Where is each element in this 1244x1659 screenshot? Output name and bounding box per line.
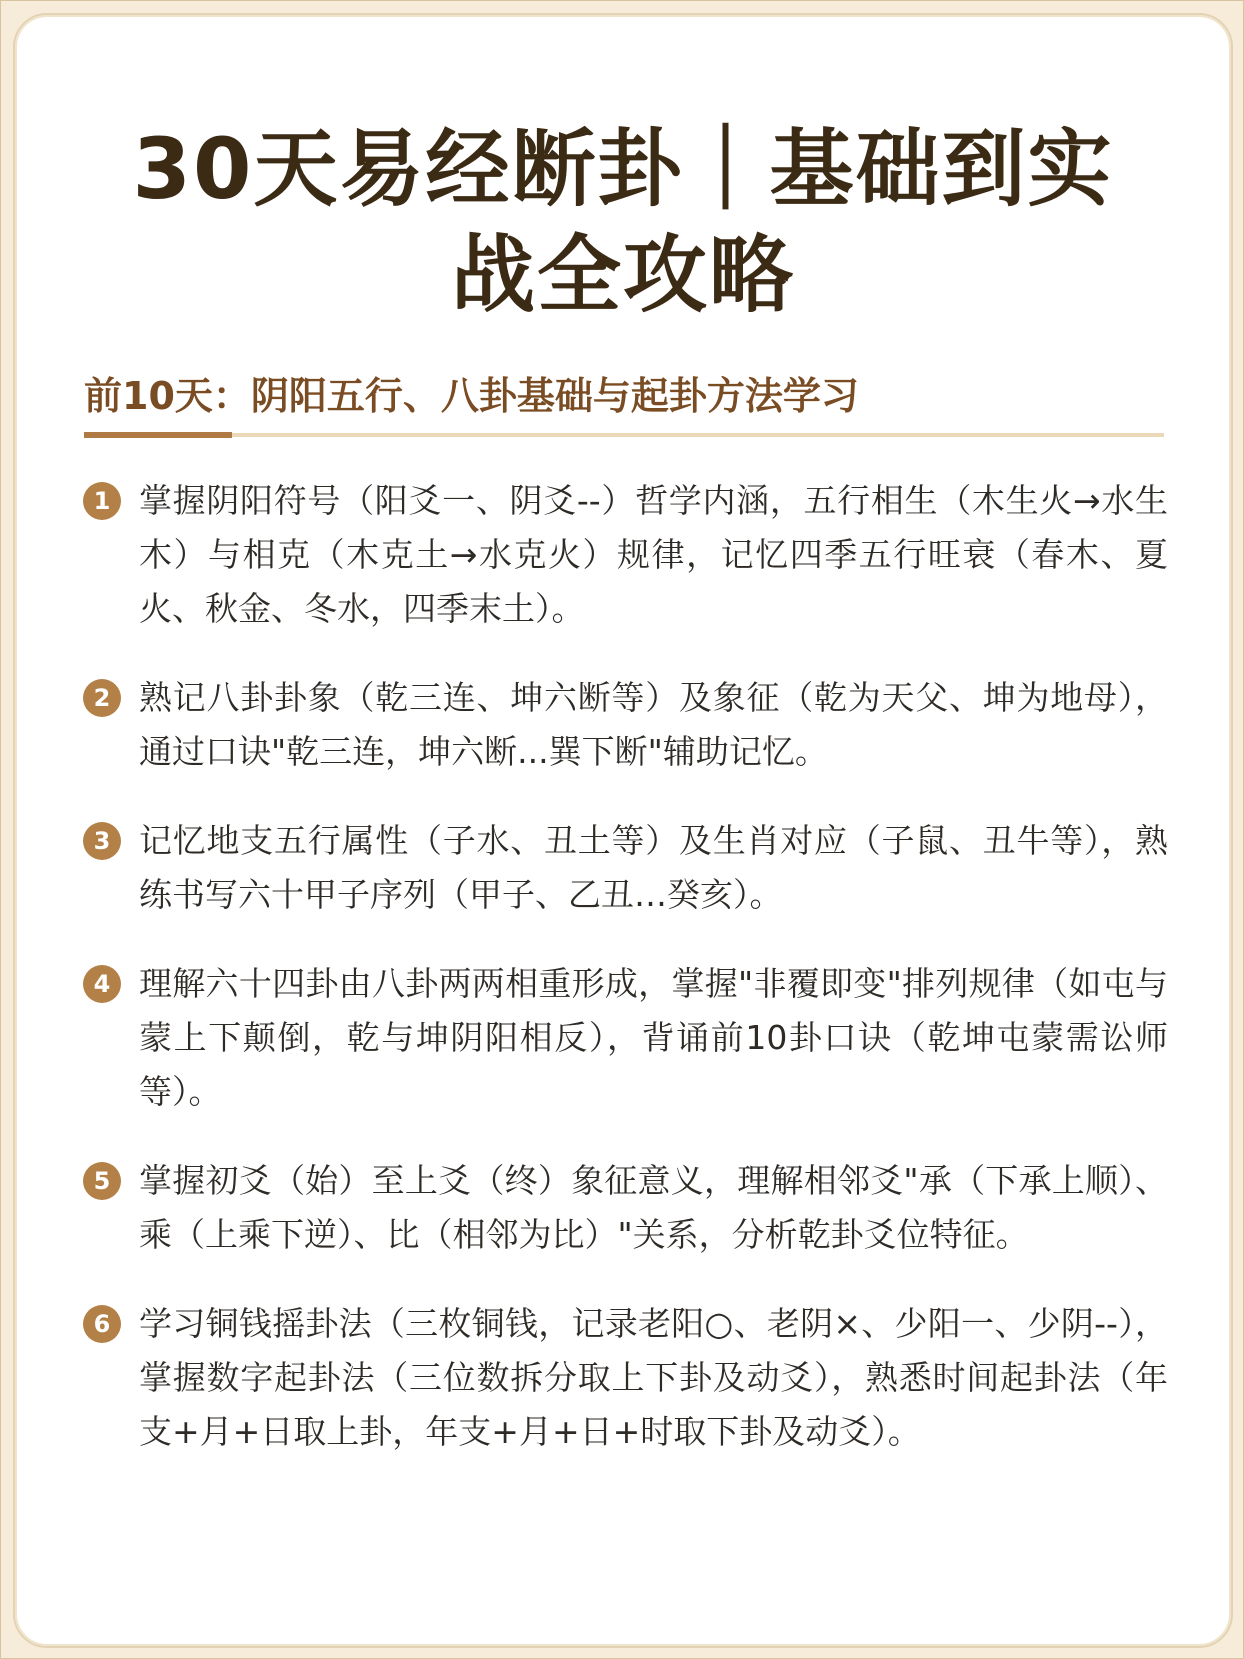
list-item-text: 掌握阴阳符号（阳爻一、阴爻--）哲学内涵，五行相生（木生火→水生木）与相克（木克土→水克火）规律，记忆四季五行旺衰（春木、夏火、秋金、冬水，四季末土）。 [139, 481, 1168, 628]
page-title [61, 116, 1185, 328]
list-item [83, 671, 1168, 779]
list-item-text: 记忆地支五行属性（子水、丑土等）及生肖对应（子鼠、丑牛等），熟练书写六十甲子序列（甲子、乙丑…癸亥）。 [139, 821, 1168, 914]
section-heading: 前10天：阴阳五行、八卦基础与起卦方法学习 [84, 374, 859, 418]
list-item [83, 814, 1168, 922]
list-item-text: 熟记八卦卦象（乾三连、坤六断等）及象征（乾为天父、坤为地母），通过口诀"乾三连，坤六断...巽下断"辅助记忆。 [139, 678, 1168, 771]
list-item [83, 957, 1168, 1119]
page-title-line-1: 30天易经断卦｜基础到实 [132, 120, 1114, 218]
number-badge: 2 [83, 679, 121, 717]
list-item [83, 1297, 1168, 1459]
item-list [83, 474, 1168, 1494]
list-item-text: 掌握初爻（始）至上爻（终）象征意义，理解相邻爻"承（下承上顺）、乘（上乘下逆）、比（相邻为比）"关系，分析乾卦爻位特征。 [139, 1161, 1168, 1254]
list-item-text: 学习铜钱摇卦法（三枚铜钱，记录老阳○、老阴×、少阳一、少阴--），掌握数字起卦法（三位数拆分取上下卦及动爻），熟悉时间起卦法（年支+月+日取上卦，年支+月+日+时取下卦及动爻）。 [139, 1304, 1168, 1451]
section-divider [84, 433, 1164, 437]
page-title-line-2: 战全攻略 [450, 226, 795, 324]
list-item-text: 理解六十四卦由八卦两两相重形成，掌握"非覆即变"排列规律（如屯与蒙上下颠倒，乾与坤阴阳相反），背诵前10卦口诀（乾坤屯蒙需讼师等）。 [139, 964, 1168, 1111]
section-divider-accent [84, 432, 232, 438]
number-badge: 6 [83, 1305, 121, 1343]
number-badge: 5 [83, 1162, 121, 1200]
number-badge: 4 [83, 965, 121, 1003]
number-badge: 1 [83, 482, 121, 520]
number-badge: 3 [83, 822, 121, 860]
list-item [83, 1154, 1168, 1262]
list-item [83, 474, 1168, 636]
